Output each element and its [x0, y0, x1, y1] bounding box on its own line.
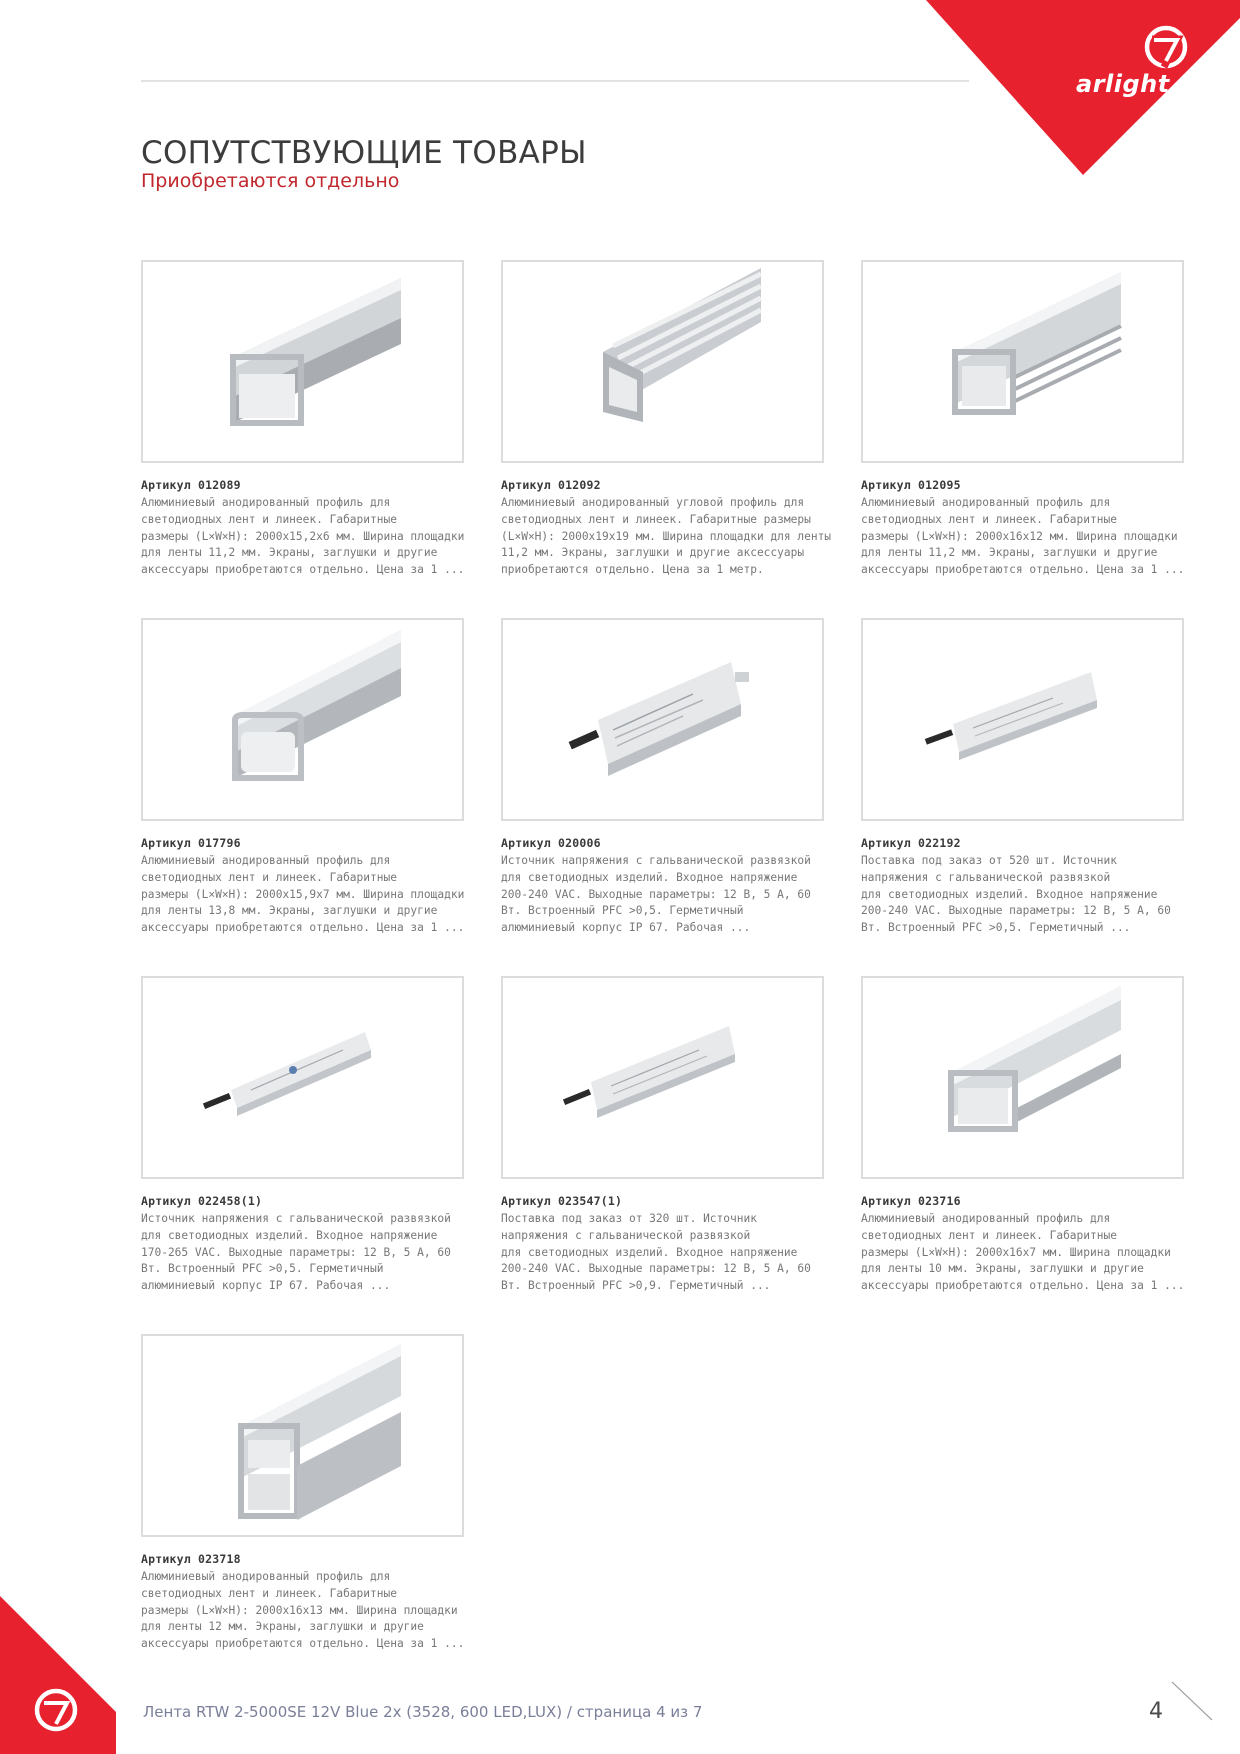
- product-card[interactable]: [861, 260, 1191, 579]
- product-image-profile[interactable]: [141, 260, 464, 463]
- product-description: Источник напряжения с гальванической развязкой для светодиодных изделий. Входное напряжение 200-240 VAC. Выходные параметры: 12 В, 5 А, 60 Вт. Встроенный PFC >0,5. Герметичный алюминиевый корпус IP 67. Рабочая ...: [501, 854, 811, 935]
- product-card[interactable]: [501, 260, 831, 579]
- product-article: Артикул 023716: [861, 1194, 961, 1208]
- footer-document-title: Лента RTW 2-5000SE 12V Blue 2x (3528, 600 LED,LUX) / страница 4 из 7: [143, 1703, 703, 1721]
- product-description: Источник напряжения с гальванической развязкой для светодиодных изделий. Входное напряжение 170-265 VAC. Выходные параметры: 12 В, 5 А, 60 Вт. Встроенный PFC >0,5. Герметичный алюминиевый корпус IP 67. Рабочая ...: [141, 1212, 451, 1293]
- product-image-psu[interactable]: [501, 976, 824, 1179]
- product-card[interactable]: [861, 618, 1191, 937]
- product-article: Артикул 012089: [141, 478, 241, 492]
- product-article: Артикул 012092: [501, 478, 601, 492]
- page-subtitle: Приобретаются отдельно: [141, 170, 400, 192]
- product-image-psu[interactable]: [861, 618, 1184, 821]
- product-article: Артикул 017796: [141, 836, 241, 850]
- page-number: 4: [1149, 1699, 1163, 1724]
- product-image-profile[interactable]: [141, 1334, 464, 1537]
- product-image-profile[interactable]: [861, 976, 1184, 1179]
- page-title: СОПУТСТВУЮЩИЕ ТОВАРЫ: [141, 134, 587, 171]
- product-image-profile[interactable]: [861, 260, 1184, 463]
- product-description: Алюминиевый анодированный профиль для светодиодных лент и линеек. Габаритные размеры (L×W×H): 2000x15,2x6 мм. Ширина площадки для ленты 11,2 мм. Экраны, заглушки и другие аксессуары приобретаются отдельно. Цена за 1 ...: [141, 496, 465, 577]
- product-card[interactable]: [141, 618, 471, 937]
- product-description: Алюминиевый анодированный профиль для светодиодных лент и линеек. Габаритные размеры (L×W×H): 2000x16x12 мм. Ширина площадки для ленты 11,2 мм. Экраны, заглушки и другие аксессуары приобретаются отдельно. Цена за 1 ...: [861, 496, 1185, 577]
- product-description: Алюминиевый анодированный профиль для светодиодных лент и линеек. Габаритные размеры (L×W×H): 2000x16x13 мм. Ширина площадки для ленты 12 мм. Экраны, заглушки и другие аксессуары приобретаются отдельно. Цена за 1 ...: [141, 1570, 465, 1651]
- product-description: Поставка под заказ от 320 шт. Источник напряжения с гальванической развязкой для светодиодных изделий. Входное напряжение 200-240 VAC. Выходные параметры: 12 В, 5 А, 60 Вт. Встроенный PFC >0,9. Герметичный ...: [501, 1212, 811, 1293]
- product-article: Артикул 023718: [141, 1552, 241, 1566]
- product-description: Поставка под заказ от 520 шт. Источник напряжения с гальванической развязкой для светодиодных изделий. Входное напряжение 200-240 VAC. Выходные параметры: 12 В, 5 А, 60 Вт. Встроенный PFC >0,5. Герметичный ...: [861, 854, 1171, 935]
- brand-corner-bottom: [0, 1596, 116, 1754]
- page-corner-line: [1170, 1680, 1215, 1722]
- product-article: Артикул 023547(1): [501, 1194, 623, 1208]
- product-article: Артикул 022458(1): [141, 1194, 263, 1208]
- product-image-psu[interactable]: [141, 976, 464, 1179]
- product-article: Артикул 020006: [501, 836, 601, 850]
- product-image-profile[interactable]: [141, 618, 464, 821]
- product-description: Алюминиевый анодированный угловой профиль для светодиодных лент и линеек. Габаритные размеры (L×W×H): 2000x19x19 мм. Ширина площадки для ленты 11,2 мм. Экраны, заглушки и другие аксессуары приобретаются отдельно. Цена за 1 метр.: [501, 496, 832, 577]
- product-card[interactable]: [861, 976, 1191, 1295]
- product-card[interactable]: [141, 1334, 471, 1653]
- product-image-profile[interactable]: [501, 260, 824, 463]
- product-article: Артикул 012095: [861, 478, 961, 492]
- product-card[interactable]: [141, 260, 471, 579]
- product-card[interactable]: [501, 618, 831, 937]
- top-divider: [141, 80, 969, 82]
- brand-logo: arlight: [1076, 70, 1170, 98]
- product-description: Алюминиевый анодированный профиль для светодиодных лент и линеек. Габаритные размеры (L×W×H): 2000x16x7 мм. Ширина площадки для ленты 10 мм. Экраны, заглушки и другие аксессуары приобретаются отдельно. Цена за 1 ...: [861, 1212, 1185, 1293]
- product-description: Алюминиевый анодированный профиль для светодиодных лент и линеек. Габаритные размеры (L×W×H): 2000x15,9x7 мм. Ширина площадки для ленты 13,8 мм. Экраны, заглушки и другие аксессуары приобретаются отдельно. Цена за 1 ...: [141, 854, 465, 935]
- product-article: Артикул 022192: [861, 836, 961, 850]
- product-image-psu[interactable]: [501, 618, 824, 821]
- product-card[interactable]: [141, 976, 471, 1295]
- product-card[interactable]: [501, 976, 831, 1295]
